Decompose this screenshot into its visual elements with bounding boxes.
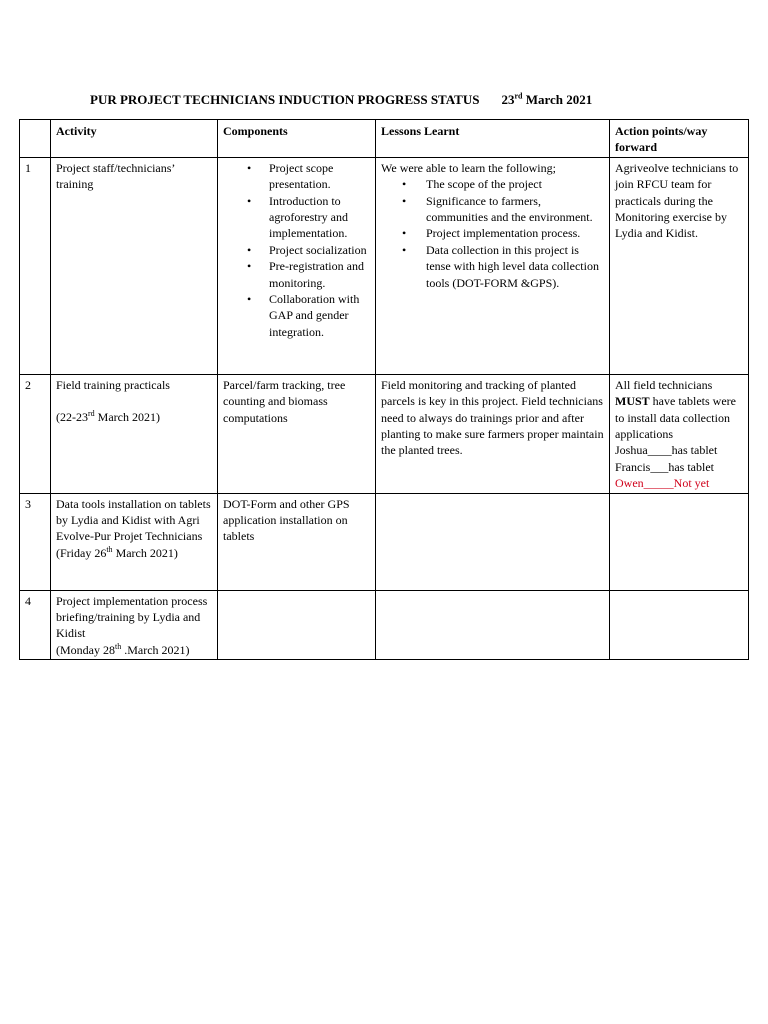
lessons-intro: We were able to learn the following; (381, 160, 556, 175)
activity-text: Data tools installation on tablets by Lydia and Kidist with Agri Evolve-Pur Projet Technicians (56, 496, 211, 544)
actions-cell (610, 493, 749, 590)
activity-cell: Project staff/technicians’ training (51, 157, 218, 374)
activity-date-suffix: rd (88, 409, 95, 419)
activity-date (56, 409, 212, 425)
tablet-status-owen: Owen_____Not yet (615, 476, 710, 491)
progress-status-table (19, 119, 749, 660)
date-rest: March 2021 (525, 92, 593, 107)
table-row (20, 493, 749, 590)
list-item: • Introduction to agroforestry and implementation. (223, 193, 370, 242)
activity-date-prefix: (22-23 (56, 410, 88, 425)
tablet-status-joshua: Joshua____has tablet (615, 443, 718, 458)
components-cell (218, 590, 376, 660)
actions-cell: Agriveolve technicians to join RFCU team for practicals during the Monitoring exercise by Lydia and Kidist. (610, 157, 749, 374)
actions-text (615, 377, 743, 443)
table-row (20, 157, 749, 374)
actions-emphasis: MUST (615, 394, 650, 409)
actions-prefix: All field technicians (615, 377, 713, 392)
actions-rest: have tablets were to install data collection applications (615, 394, 736, 442)
header-lessons: Lessons Learnt (376, 120, 610, 158)
activity-cell (51, 374, 218, 493)
header-components: Components (218, 120, 376, 158)
title-date (501, 92, 592, 107)
table-row (20, 374, 749, 493)
components-cell (218, 157, 376, 374)
header-number (20, 120, 51, 158)
row-number: 4 (20, 590, 51, 660)
header-activity: Activity (51, 120, 218, 158)
activity-date-suffix: th (106, 544, 113, 554)
list-item: • Pre-registration and monitoring. (223, 258, 370, 291)
date-day-suffix: rd (514, 91, 523, 101)
list-item: • The scope of the project (381, 176, 604, 192)
tablet-status-francis: Francis___has tablet (615, 459, 714, 474)
list-item: • Significance to farmers, communities and the environment. (381, 193, 604, 226)
lessons-cell: Field monitoring and tracking of planted parcels is key in this project. Field technicians need to always do trainings prior and after planting to make sure farmers proper maintain the planted trees. (376, 374, 610, 493)
title-text: PUR PROJECT TECHNICIANS INDUCTION PROGRESS STATUS (90, 92, 480, 107)
header-actions: Action points/way forward (610, 120, 749, 158)
activity-date-rest: .March 2021) (121, 642, 190, 657)
activity-text: Project implementation process briefing/training by Lydia and Kidist (56, 593, 208, 641)
row-number: 1 (20, 157, 51, 374)
activity-text: Field training practicals (56, 377, 170, 392)
activity-date-rest: March 2021) (112, 545, 178, 560)
document-title (90, 92, 592, 108)
activity-date-rest: March 2021) (94, 410, 160, 425)
actions-cell (610, 590, 749, 660)
lessons-cell (376, 493, 610, 590)
list-item: • Project socialization (223, 242, 370, 258)
activity-date-prefix: (Friday 26 (56, 545, 107, 560)
list-item: • Project implementation process. (381, 225, 604, 241)
lessons-cell (376, 590, 610, 660)
list-item: • Project scope presentation. (223, 160, 370, 193)
activity-cell (51, 493, 218, 590)
lessons-cell (376, 157, 610, 374)
lessons-list (381, 176, 604, 291)
date-day: 23 (501, 92, 515, 107)
activity-date (56, 545, 212, 561)
components-cell: DOT-Form and other GPS application installation on tablets (218, 493, 376, 590)
activity-date-prefix: (Monday 28 (56, 642, 115, 657)
list-item: • Data collection in this project is tense with high level data collection tools (DOT-FORM &GPS). (381, 242, 604, 291)
activity-date-suffix: th (115, 641, 122, 651)
activity-date (56, 642, 212, 658)
row-number: 2 (20, 374, 51, 493)
list-item: • Collaboration with GAP and gender integration. (223, 291, 370, 340)
actions-cell (610, 374, 749, 493)
table-row (20, 590, 749, 660)
components-list (223, 160, 370, 340)
activity-cell (51, 590, 218, 660)
components-cell: Parcel/farm tracking, tree counting and biomass computations (218, 374, 376, 493)
table-header-row (20, 120, 749, 158)
row-number: 3 (20, 493, 51, 590)
